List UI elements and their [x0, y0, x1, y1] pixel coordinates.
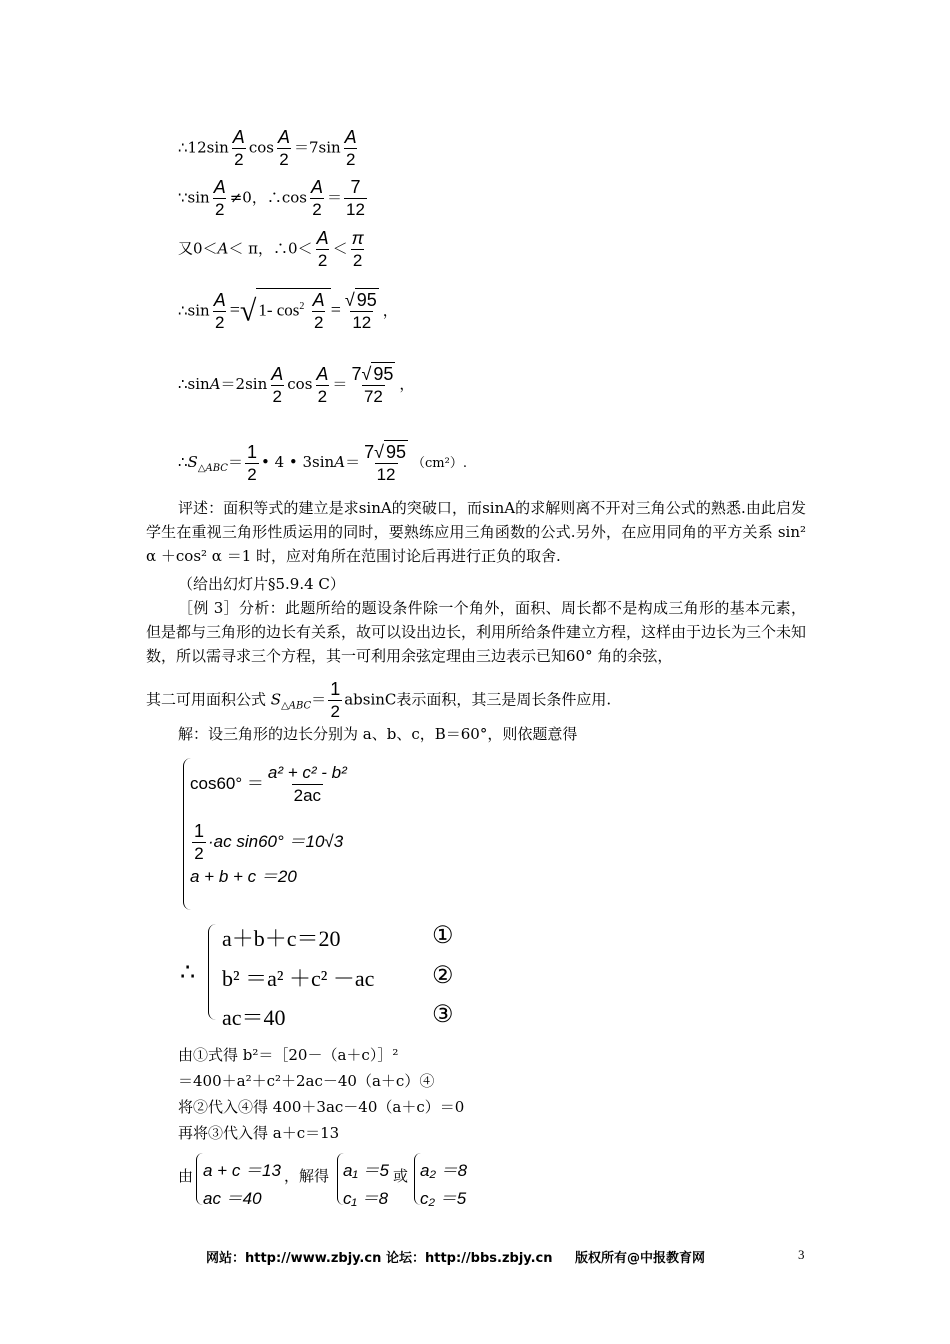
final-huo: 或	[393, 1167, 409, 1185]
fraction: $\frac{\pi}{2}$	[351, 228, 364, 270]
fraction: $\frac{A}{2}$	[271, 363, 284, 406]
text: ≠0，∴cos	[229, 188, 307, 207]
footer-site: 网站：http://www.zbjy.cn	[206, 1251, 382, 1266]
text: △ABC	[197, 463, 228, 474]
final-jiede: ，解得	[284, 1167, 330, 1185]
fraction: $\frac{A}{2}$	[344, 127, 357, 169]
example-analysis-paragraph: ［例 3］分析：此题所给的题设条件除一个角外，面积、周长都不是构成三角形的基本元素，但是都与三角形的边长有关系，故可以设出边长，利用所给条件建立方程，这样由于边长为三个未知数，所以需寻求三个方程，其一可利用余弦定理由三边表示已知60° 角的余弦，	[146, 599, 807, 665]
text: cos	[248, 138, 274, 157]
text: A	[217, 239, 229, 258]
fraction: $\frac{A}{2}$	[277, 127, 290, 169]
step-2: ＝400＋a²＋c²＋2ac－40（a＋c）④	[178, 1072, 435, 1090]
equation-line-4: ∴sin $\frac{A}{2}$ =√ 1- $\cos^2$ $\frac{A}{2}$ = $\frac{√ 95}{12}$ ，	[178, 289, 398, 333]
text: ∴12sin	[178, 138, 229, 157]
fraction: $\frac{1}{2}$	[330, 679, 341, 721]
fraction: $\frac{A}{2}$	[213, 289, 226, 332]
system1-eq1: cos60° ＝ $\frac{\text{a² + c² - b²}}{2ac}$	[190, 763, 347, 805]
fraction: $\frac{1}{2}$	[246, 441, 257, 484]
text: ＝7sin	[293, 138, 341, 157]
commentary-paragraph: 评述：面积等式的建立是求sinA的突破口，而sinA的求解则离不开对三角公式的熟悉.由此启发学生在重视三角形性质运用的同时，要熟练应用三角函数的公式.另外，在应用同角的平方关系 sin² α ＋cos² α ＝1 时，应对角所在范围讨论后再进行正负的取舍.	[146, 499, 806, 565]
text: • 4 • 3sin	[260, 453, 335, 471]
text: ＜ π，∴0＜	[228, 239, 313, 258]
solution2-c: c₂ ＝5	[420, 1189, 467, 1208]
left-brace	[208, 924, 217, 1020]
solution1-a: a₁ ＝5	[343, 1161, 389, 1180]
sqrt-expression: 1- $\cos^2$ $\frac{A}{2}$	[256, 288, 330, 334]
text: ∴sin	[178, 301, 210, 320]
text: absinC表示面积，其三是周长条件应用.	[344, 690, 612, 709]
system2-eq2: b² ＝a² ＋c² －ac	[222, 966, 375, 991]
area-formula-line: 其二可用面积公式 $S_{\triangle ABC}=$ $\frac{1}{2}$ absinC表示面积，其三是周长条件应用.	[146, 679, 612, 721]
fraction: $\frac{A}{2}$	[316, 363, 329, 406]
fraction: $\frac{7√ 95}{12}$	[364, 442, 407, 484]
equation-line-5: ∴sinA＝2sin $\frac{A}{2}$ cos $\frac{A}{2}$ ＝ $\frac{7√ 95}{72}$ ，	[178, 363, 415, 406]
system1-eq2: $\frac{1}{2}$ ·ac sin60° ＝10√3	[194, 821, 344, 863]
footer-copyright: 版权所有@中报教育网	[575, 1251, 706, 1266]
text: 又0＜	[178, 239, 218, 258]
text: ＝	[227, 453, 243, 471]
text: （cm²）.	[412, 456, 467, 471]
text: ＝2sin	[220, 375, 268, 393]
solution1-c: c₁ ＝8	[343, 1189, 389, 1208]
equation-line-2	[178, 176, 369, 221]
footer-forum: 论坛：http://bbs.zbjy.cn	[386, 1251, 553, 1266]
system1-eq3: a + b + c ＝20	[190, 867, 297, 886]
fraction: $\frac{√ 95}{12}$	[344, 290, 377, 333]
solution2-a: a₂ ＝8	[420, 1161, 468, 1180]
equation-line-6: $\therefore S_{\triangle ABC}=$ $\frac{1}{2}$ • 4 • 3sinA＝ $\frac{7√ 95}{12}$ （cm²）.	[178, 441, 467, 484]
equation-line-3	[178, 227, 368, 272]
equation-line-1	[178, 126, 361, 171]
slide-note: （给出幻灯片§5.9.4 C）	[178, 575, 345, 593]
page-number: 3	[798, 1247, 805, 1262]
fraction: $\frac{A}{2}$	[232, 127, 245, 169]
system2-eq3: ac＝40	[222, 1005, 286, 1030]
system2-eq1: a＋b＋c＝20	[222, 926, 341, 951]
fraction: $\frac{7}{12}$	[346, 177, 365, 219]
therefore-symbol: ∴	[180, 959, 196, 986]
circled-number-1: ①	[432, 922, 454, 949]
text: ＜	[332, 239, 348, 258]
text: S	[187, 453, 198, 471]
step-4: 再将③代入得 a＋c＝13	[178, 1124, 340, 1142]
step-3: 将②代入④得 400＋3ac－40（a＋c）＝0	[178, 1098, 465, 1116]
text: cos	[287, 375, 313, 393]
solution-intro: 解：设三角形的边长分别为 a、b、c，B＝60°，则依题意得	[178, 725, 578, 743]
left-brace	[196, 1153, 203, 1205]
step-1: 由①式得 b²＝［20－（a＋c）］²	[178, 1046, 399, 1064]
final-eq1: a + c ＝13	[203, 1161, 281, 1180]
text: ∴sin	[178, 375, 210, 393]
text: 其二可用面积公式	[146, 690, 271, 709]
fraction: $\frac{A}{2}$	[316, 228, 329, 270]
text: A	[209, 375, 221, 393]
text: ∴	[178, 453, 188, 471]
circled-number-3: ③	[432, 1001, 454, 1028]
fraction: $\frac{A}{2}$	[310, 177, 323, 219]
circled-number-2: ②	[432, 962, 454, 989]
fraction: $\frac{A}{2}$	[213, 177, 226, 219]
final-you: 由	[178, 1167, 194, 1185]
text: ＝	[326, 188, 342, 207]
fraction: $\frac{7√ 95}{72}$	[351, 364, 394, 406]
final-eq2: ac ＝40	[203, 1189, 262, 1208]
text: ∵sin	[178, 188, 210, 207]
